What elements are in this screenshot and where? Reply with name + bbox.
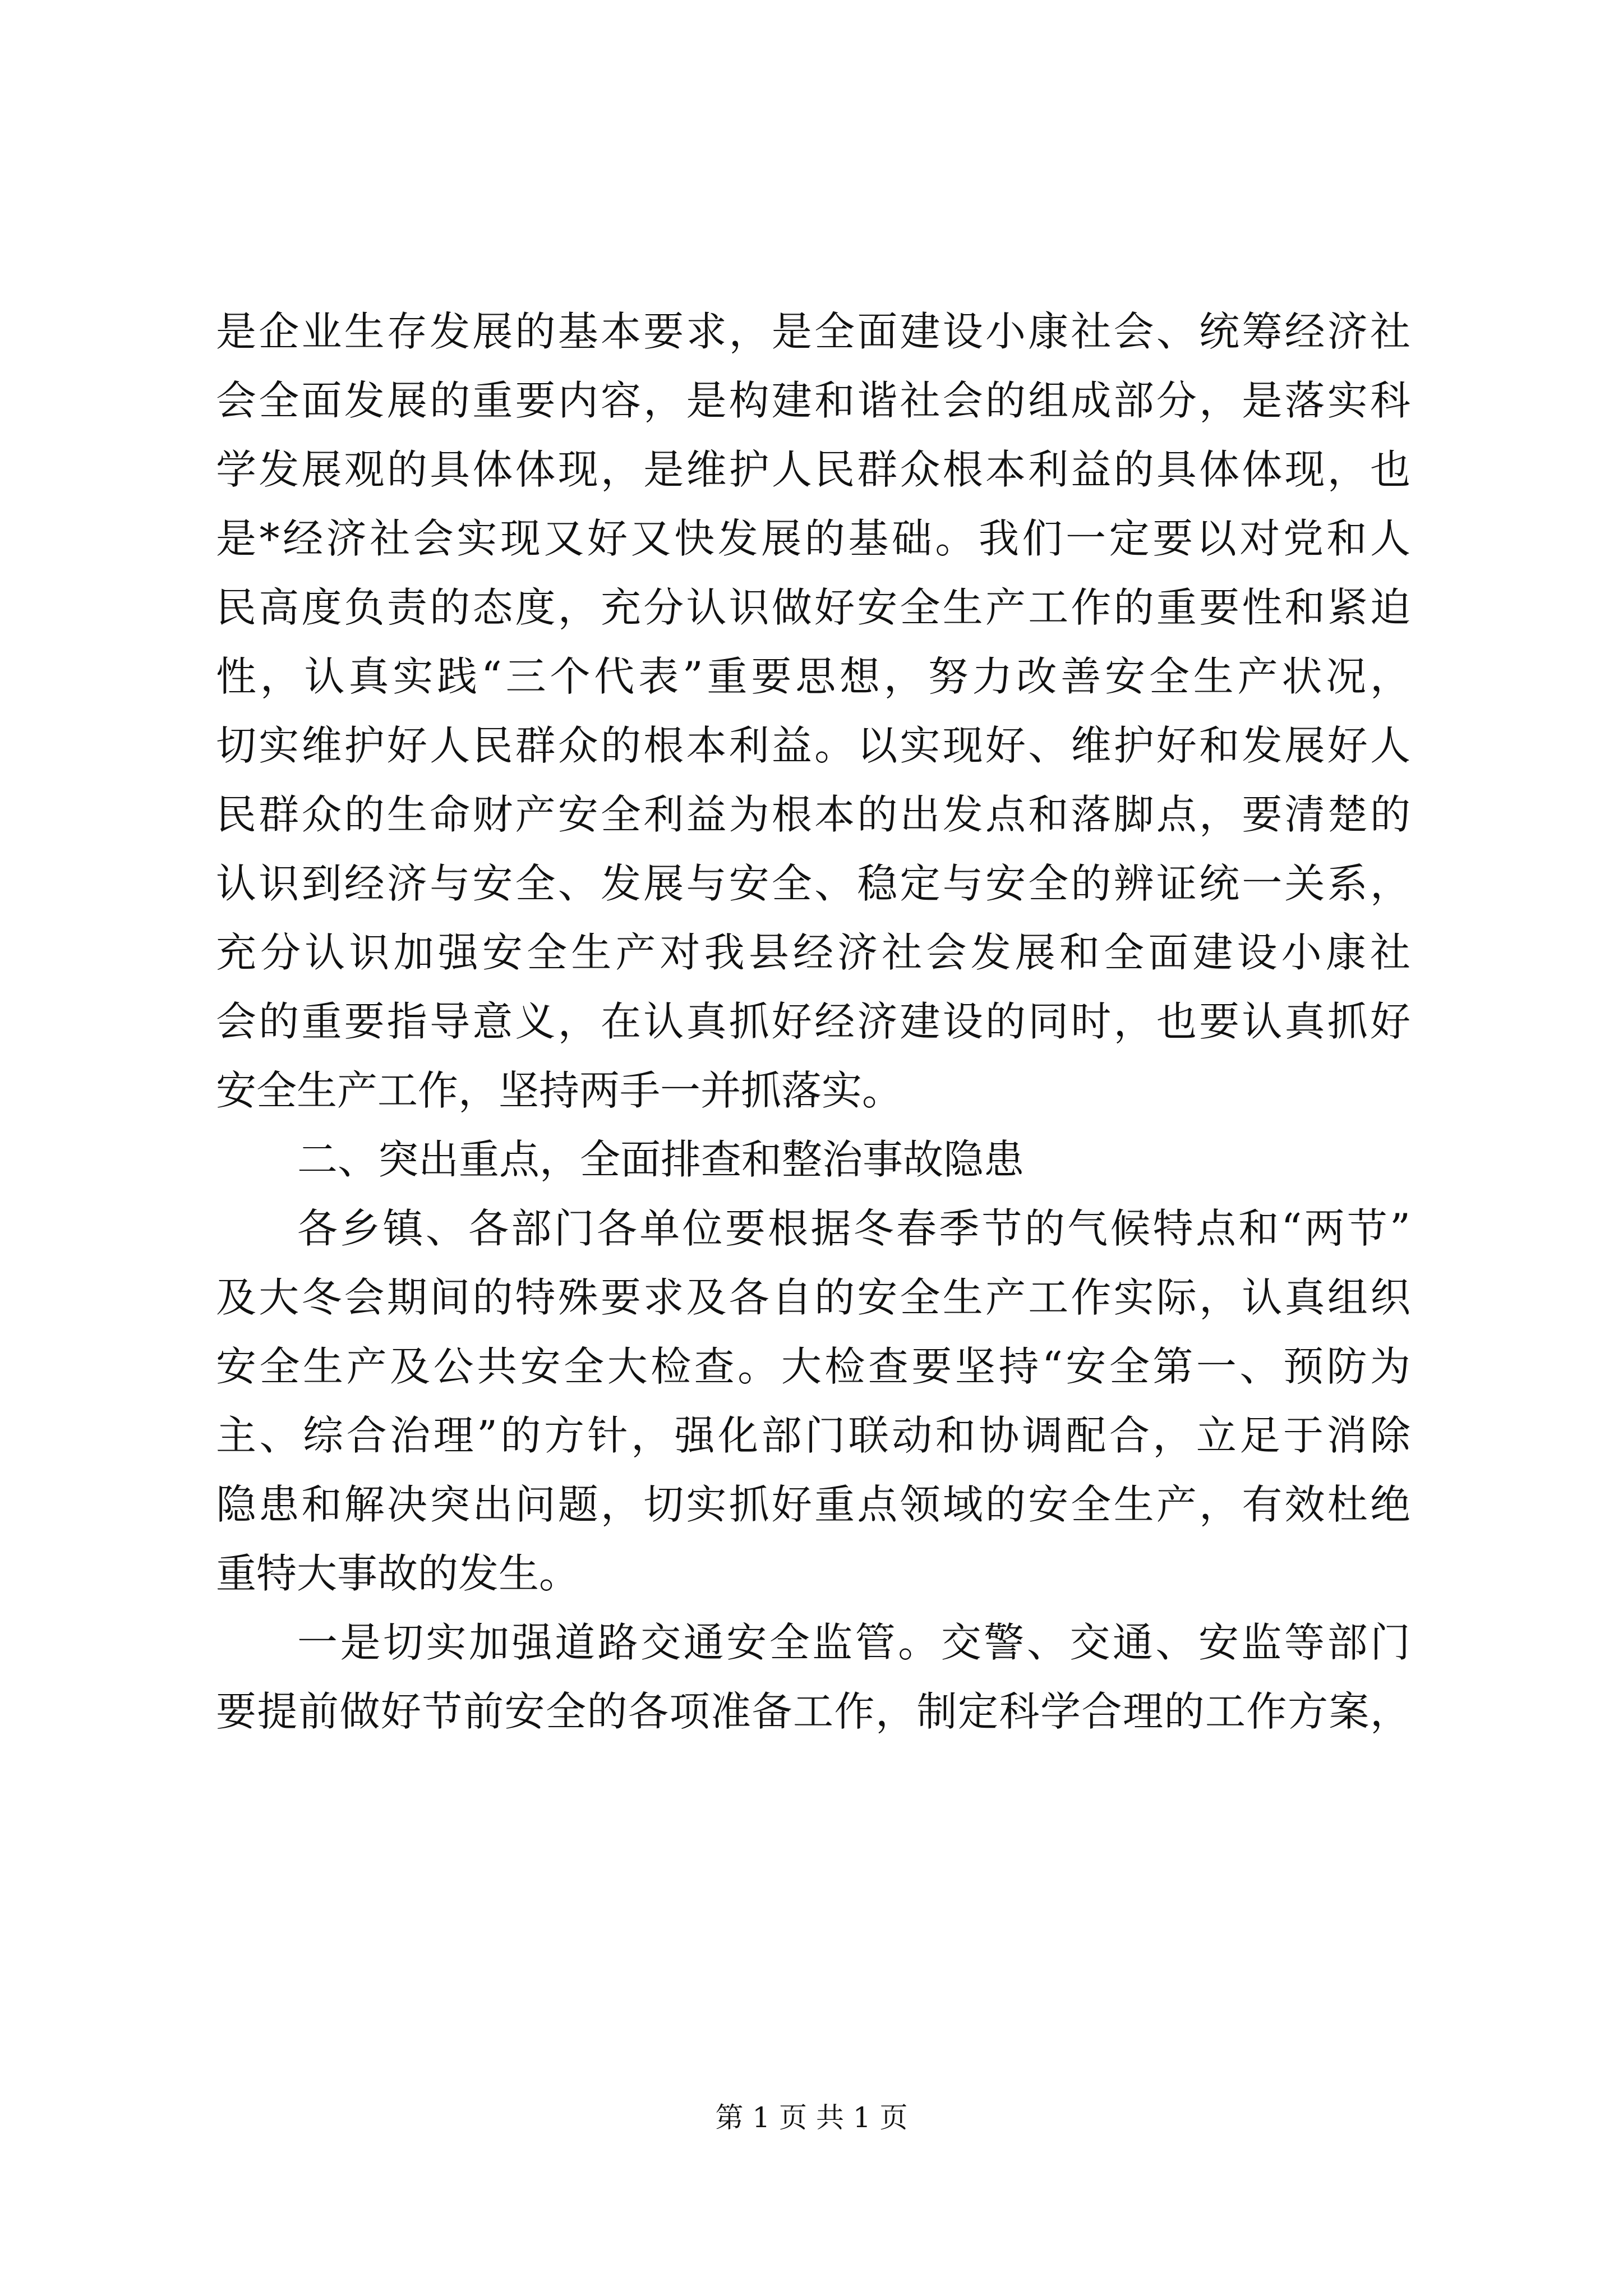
text-line: 性，认真实践“三个代表”重要思想，努力改善安全生产状况， bbox=[216, 653, 1410, 700]
text-line: 学发展观的具体体现，是维护人民群众根本利益的具体体现，也 bbox=[216, 446, 1410, 493]
text-line: 要提前做好节前安全的各项准备工作，制定科学合理的工作方案， bbox=[216, 1688, 1410, 1735]
text-line: 各乡镇、各部门各单位要根据冬春季节的气候特点和“两节” bbox=[297, 1205, 1410, 1252]
text-line: 会的重要指导意义，在认真抓好经济建设的同时，也要认真抓好 bbox=[216, 998, 1410, 1045]
text-line: 民群众的生命财产安全利益为根本的出发点和落脚点，要清楚的 bbox=[216, 791, 1410, 838]
text-line: 切实维护好人民群众的根本利益。以实现好、维护好和发展好人 bbox=[216, 722, 1410, 769]
page-number-footer: 第 1 页 共 1 页 bbox=[715, 2101, 908, 2134]
text-line: 充分认识加强安全生产对我县经济社会发展和全面建设小康社 bbox=[216, 929, 1410, 976]
text-line: 主、综合治理”的方针，强化部门联动和协调配合，立足于消除 bbox=[216, 1412, 1410, 1459]
text-line: 及大冬会期间的特殊要求及各自的安全生产工作实际，认真组织 bbox=[216, 1274, 1410, 1321]
text-line: 安全生产工作，坚持两手一并抓落实。 bbox=[216, 1067, 903, 1114]
document-body bbox=[216, 297, 1410, 1746]
text-line: 是*经济社会实现又好又快发展的基础。我们一定要以对党和人 bbox=[216, 515, 1410, 562]
text-line: 会全面发展的重要内容，是构建和谐社会的组成部分，是落实科 bbox=[216, 377, 1410, 424]
text-line: 是企业生存发展的基本要求，是全面建设小康社会、统筹经济社 bbox=[216, 308, 1410, 355]
section-heading: 二、突出重点，全面排查和整治事故隐患 bbox=[297, 1136, 1025, 1183]
text-line: 认识到经济与安全、发展与安全、稳定与安全的辨证统一关系， bbox=[216, 860, 1410, 907]
text-line: 隐患和解决突出问题，切实抓好重点领域的安全生产，有效杜绝 bbox=[216, 1481, 1410, 1528]
text-line: 一是切实加强道路交通安全监管。交警、交通、安监等部门 bbox=[297, 1619, 1410, 1666]
text-line: 民高度负责的态度，充分认识做好安全生产工作的重要性和紧迫 bbox=[216, 584, 1410, 631]
text-line: 重特大事故的发生。 bbox=[216, 1550, 580, 1597]
text-line: 安全生产及公共安全大检查。大检查要坚持“安全第一、预防为 bbox=[216, 1343, 1410, 1390]
